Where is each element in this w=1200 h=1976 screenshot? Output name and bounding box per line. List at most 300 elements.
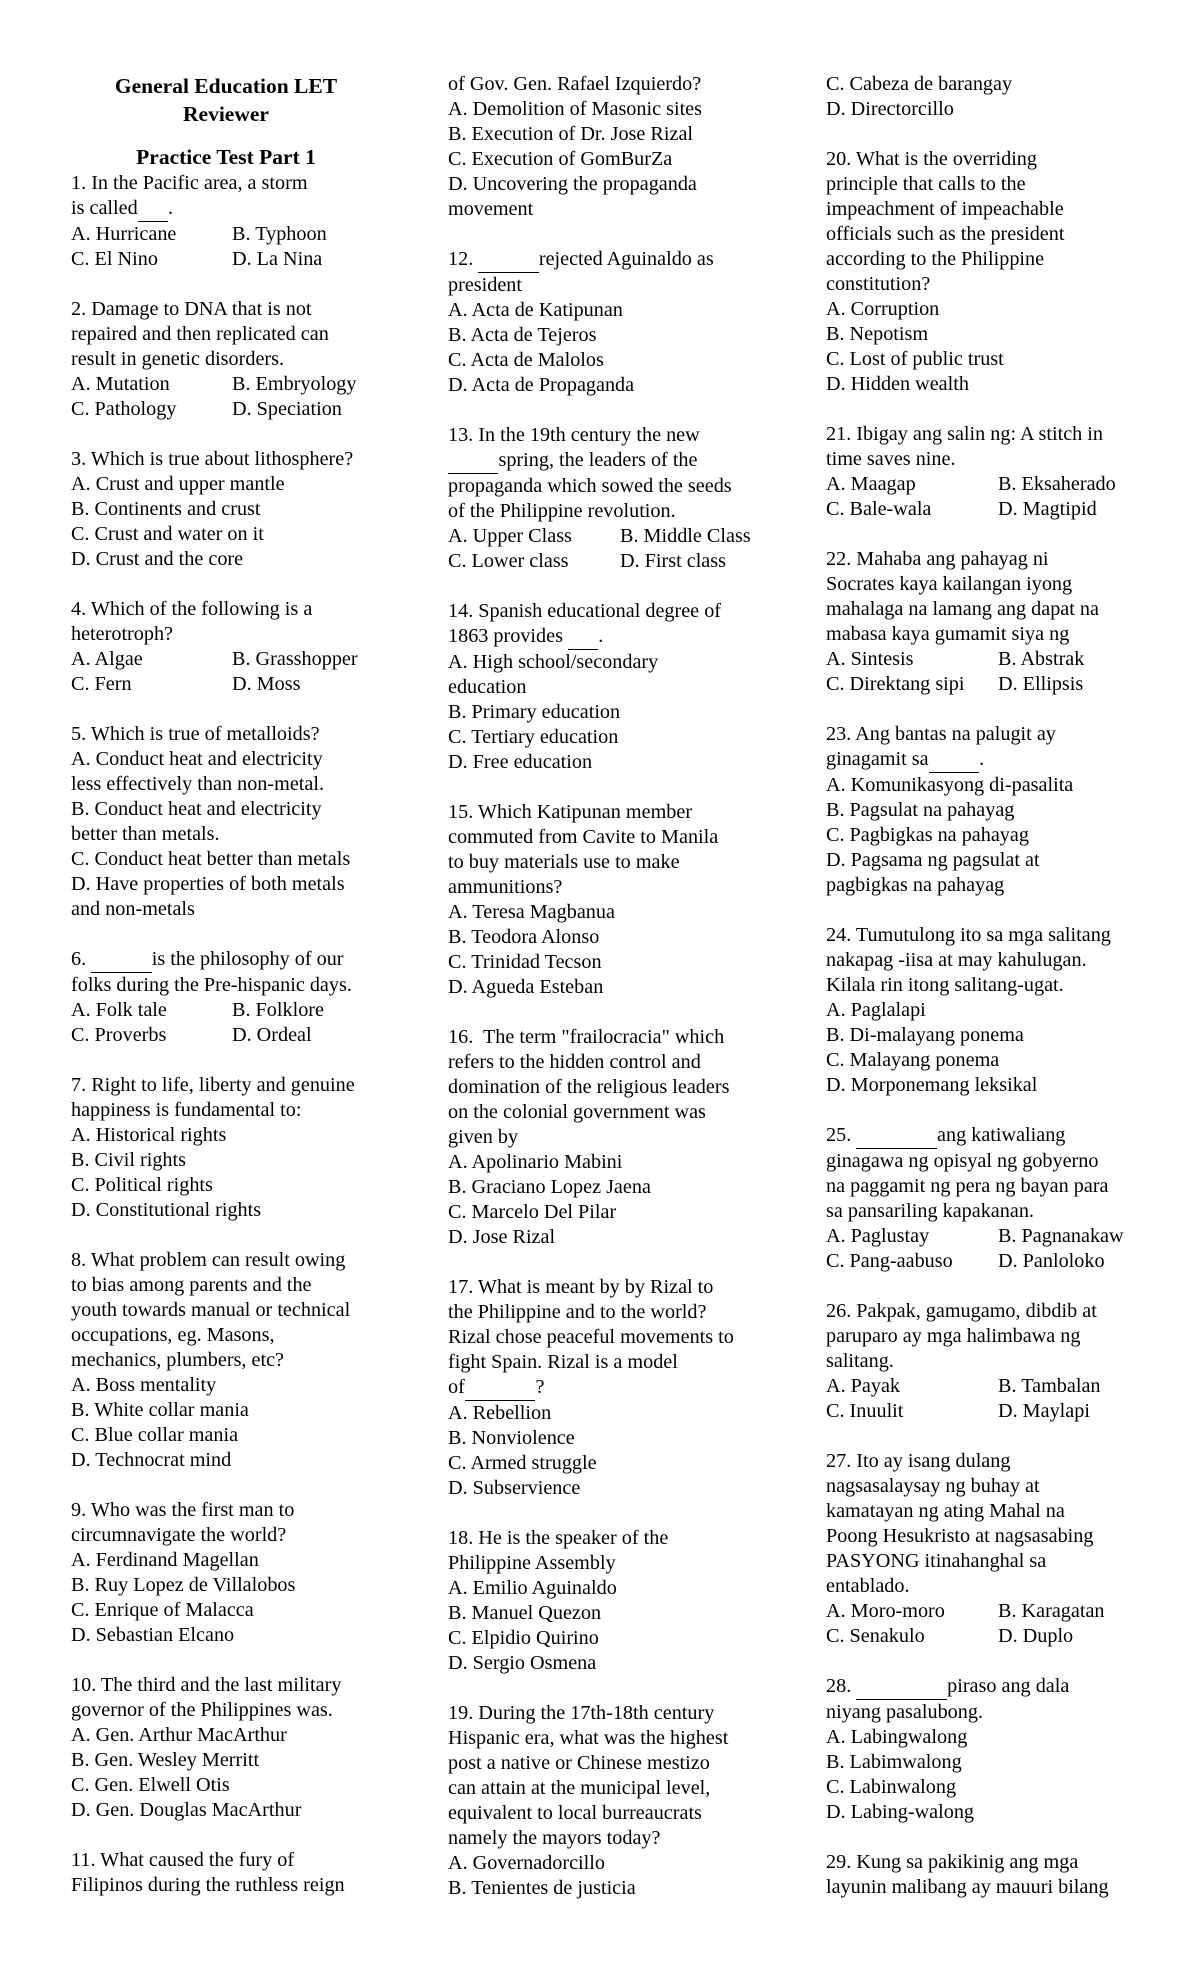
- option: B. Typhoon: [232, 223, 327, 245]
- question-line: [826, 1199, 1156, 1224]
- text-run: ginagawa ng opisyal ng gobyerno: [826, 1150, 1099, 1172]
- text-run: Hispanic era, what was the highest: [448, 1727, 729, 1749]
- question-gap: [826, 1098, 1156, 1123]
- question-block: [448, 1275, 778, 1501]
- column-1-body: [71, 171, 381, 1898]
- question-line: [71, 747, 381, 772]
- text-run: 8. What problem can result owing: [71, 1249, 346, 1271]
- question-line: [448, 1526, 778, 1551]
- option-row: [71, 998, 381, 1023]
- text-run: C. Trinidad Tecson: [448, 951, 602, 973]
- text-run: Philippine Assembly: [448, 1552, 616, 1574]
- question-block: [826, 547, 1156, 697]
- question-line: [71, 1723, 381, 1748]
- question-line: [71, 1798, 381, 1823]
- question-block: [826, 147, 1156, 397]
- question-line: [448, 1626, 778, 1651]
- question-block: [826, 1674, 1156, 1825]
- text-run: 7. Right to life, liberty and genuine: [71, 1074, 355, 1096]
- text-run: time saves nine.: [826, 448, 956, 470]
- option: B. Folklore: [232, 999, 324, 1021]
- text-run: C. Malayang ponema: [826, 1049, 1000, 1071]
- text-run: 6.: [71, 948, 92, 970]
- text-run: constitution?: [826, 273, 931, 295]
- text-run: C. Elpidio Quirino: [448, 1627, 599, 1649]
- option: A. Moro-moro: [826, 1600, 945, 1622]
- text-run: 18. He is the speaker of the: [448, 1527, 669, 1549]
- answer-blank: [856, 1674, 947, 1700]
- question-gap: [71, 572, 381, 597]
- question-line: [826, 447, 1156, 472]
- text-run: president: [448, 274, 522, 296]
- text-run: B. Ruy Lopez de Villalobos: [71, 1574, 296, 1596]
- question-line: [71, 1098, 381, 1123]
- option: B. Karagatan: [998, 1600, 1105, 1622]
- text-run: A. Boss mentality: [71, 1374, 217, 1396]
- question-line: [448, 850, 778, 875]
- text-run: PASYONG itinahanghal sa: [826, 1550, 1047, 1572]
- text-run: ang katiwaliang: [937, 1124, 1066, 1146]
- question-block: [448, 1701, 778, 1901]
- question-line: [448, 700, 778, 725]
- question-block: [448, 599, 778, 775]
- text-run: Socrates kaya kailangan iyong: [826, 573, 1073, 595]
- question-line: [826, 1149, 1156, 1174]
- text-run: kamatayan ng ating Mahal na: [826, 1500, 1065, 1522]
- question-line: [448, 97, 778, 122]
- question-line: [448, 599, 778, 624]
- question-line: [826, 322, 1156, 347]
- answer-blank: [568, 624, 598, 650]
- text-run: .: [598, 625, 604, 647]
- question-line: [71, 1848, 381, 1873]
- text-run: given by: [448, 1126, 519, 1148]
- option-row: [448, 549, 778, 574]
- question-line: [71, 897, 381, 922]
- option: D. First class: [620, 550, 726, 572]
- option-row: [71, 372, 381, 397]
- option-row: [71, 672, 381, 697]
- text-run: A. Teresa Magbanua: [448, 901, 615, 923]
- text-run: 14. Spanish educational degree of: [448, 600, 722, 622]
- text-run: 2. Damage to DNA that is not: [71, 298, 312, 320]
- question-line: [71, 297, 381, 322]
- question-line: [448, 875, 778, 900]
- text-run: mechanics, plumbers, etc?: [71, 1349, 285, 1371]
- option: D. Ellipsis: [998, 673, 1084, 695]
- question-gap: [826, 1274, 1156, 1299]
- option: A. Folk tale: [71, 999, 167, 1021]
- question-line: [448, 800, 778, 825]
- option: B. Pagnanakaw: [998, 1225, 1124, 1247]
- text-run: C. Marcelo Del Pilar: [448, 1201, 617, 1223]
- option: D. La Nina: [232, 248, 323, 270]
- text-run: 15. Which Katipunan member: [448, 801, 693, 823]
- question-block: [448, 247, 778, 398]
- text-run: B. Graciano Lopez Jaena: [448, 1176, 651, 1198]
- text-run: of the Philippine revolution.: [448, 500, 676, 522]
- question-line: [826, 1449, 1156, 1474]
- text-run: na paggamit ng pera ng bayan para: [826, 1175, 1109, 1197]
- text-run: commuted from Cavite to Manila: [448, 826, 719, 848]
- option: C. Pang-aabuso: [826, 1250, 953, 1272]
- question-line: [448, 1350, 778, 1375]
- question-line: [448, 1776, 778, 1801]
- option: D. Speciation: [232, 398, 342, 420]
- question-line: [71, 472, 381, 497]
- question-line: [71, 1498, 381, 1523]
- answer-blank: [929, 747, 979, 773]
- question-line: [71, 1173, 381, 1198]
- question-line: [826, 422, 1156, 447]
- question-block: [71, 171, 381, 272]
- question-line: [826, 547, 1156, 572]
- question-line: [448, 1325, 778, 1350]
- question-line: [826, 1349, 1156, 1374]
- option-row: [826, 472, 1156, 497]
- question-line: [826, 172, 1156, 197]
- option: C. Senakulo: [826, 1625, 925, 1647]
- text-run: mahalaga na lamang ang dapat na: [826, 598, 1099, 620]
- question-block: [71, 1073, 381, 1223]
- text-run: 20. What is the overriding: [826, 148, 1037, 170]
- text-run: to buy materials use to make: [448, 851, 680, 873]
- text-run: B. Gen. Wesley Merritt: [71, 1749, 260, 1771]
- text-run: is called: [71, 197, 138, 219]
- title-line-1: General Education LET: [114, 74, 338, 98]
- text-run: spring, the leaders of the: [498, 449, 698, 471]
- text-run: nagsasalaysay ng buhay at: [826, 1475, 1040, 1497]
- question-block: [71, 947, 381, 1048]
- text-run: C. Cabeza de barangay: [826, 73, 1013, 95]
- question-line: [448, 423, 778, 448]
- question-gap: [71, 422, 381, 447]
- option: A. Mutation: [71, 373, 170, 395]
- text-run: Rizal chose peaceful movements to: [448, 1326, 734, 1348]
- option-row: [826, 1624, 1156, 1649]
- option: D. Magtipid: [998, 498, 1097, 520]
- question-line: [71, 1248, 381, 1273]
- question-line: [448, 1050, 778, 1075]
- question-gap: [71, 272, 381, 297]
- answer-blank: [448, 448, 498, 474]
- text-run: youth towards manual or technical: [71, 1299, 351, 1321]
- column-2-body: [448, 72, 778, 1901]
- column-2: [448, 72, 778, 1901]
- text-run: and non-metals: [71, 898, 195, 920]
- question-line: [71, 497, 381, 522]
- text-run: impeachment of impeachable: [826, 198, 1064, 220]
- question-line: [71, 597, 381, 622]
- question-line: [448, 950, 778, 975]
- question-line: [826, 197, 1156, 222]
- question-line: [826, 823, 1156, 848]
- question-line: [448, 197, 778, 222]
- text-run: B. Primary education: [448, 701, 621, 723]
- question-line: [448, 1826, 778, 1851]
- question-gap: [71, 1823, 381, 1848]
- text-run: 27. Ito ay isang dulang: [826, 1450, 1011, 1472]
- question-line: [448, 122, 778, 147]
- question-block: [71, 447, 381, 572]
- option: D. Maylapi: [998, 1400, 1090, 1422]
- question-line: [448, 448, 778, 474]
- question-block: [71, 597, 381, 697]
- answer-blank: [465, 1375, 536, 1401]
- text-run: circumnavigate the world?: [71, 1524, 287, 1546]
- text-run: .: [979, 748, 985, 770]
- text-run: B. Civil rights: [71, 1149, 186, 1171]
- option: C. El Nino: [71, 248, 158, 270]
- question-gap: [826, 697, 1156, 722]
- question-line: [448, 247, 778, 273]
- text-run: propaganda which sowed the seeds: [448, 475, 732, 497]
- text-run: B. Teodora Alonso: [448, 926, 600, 948]
- question-line: [71, 1148, 381, 1173]
- text-run: piraso ang dala: [947, 1675, 1070, 1697]
- text-run: B. Nonviolence: [448, 1427, 575, 1449]
- question-line: [71, 1398, 381, 1423]
- text-run: D. Free education: [448, 751, 593, 773]
- option-row: [826, 1599, 1156, 1624]
- question-line: [448, 1275, 778, 1300]
- option: A. Hurricane: [71, 223, 177, 245]
- text-run: namely the mayors today?: [448, 1827, 661, 1849]
- text-run: can attain at the municipal level,: [448, 1777, 711, 1799]
- question-line: [71, 1598, 381, 1623]
- question-line: [448, 1225, 778, 1250]
- question-line: [71, 1523, 381, 1548]
- question-line: [448, 725, 778, 750]
- option-row: [71, 647, 381, 672]
- text-run: C. Blue collar mania: [71, 1424, 239, 1446]
- text-run: D. Technocrat mind: [71, 1449, 232, 1471]
- text-run: officials such as the president: [826, 223, 1065, 245]
- question-line: [71, 797, 381, 822]
- text-run: D. Morponemang leksikal: [826, 1074, 1038, 1096]
- question-gap: [71, 1048, 381, 1073]
- question-gap: [448, 222, 778, 247]
- text-run: B. Nepotism: [826, 323, 929, 345]
- question-line: [826, 247, 1156, 272]
- question-gap: [448, 775, 778, 800]
- text-run: A. Corruption: [826, 298, 940, 320]
- text-run: layunin malibang ay mauuri bilang: [826, 1876, 1109, 1898]
- answer-blank: [856, 1123, 937, 1149]
- text-run: C. Enrique of Malacca: [71, 1599, 254, 1621]
- text-run: repaired and then replicated can: [71, 323, 329, 345]
- text-run: B. Tenientes de justicia: [448, 1877, 636, 1899]
- text-run: 1863 provides: [448, 625, 568, 647]
- option: C. Fern: [71, 673, 132, 695]
- text-run: result in genetic disorders.: [71, 348, 285, 370]
- question-line: [448, 298, 778, 323]
- text-run: refers to the hidden control and: [448, 1051, 701, 1073]
- text-run: according to the Philippine: [826, 248, 1045, 270]
- question-line: [71, 1373, 381, 1398]
- text-run: of Gov. Gen. Rafael Izquierdo?: [448, 73, 702, 95]
- question-line: [448, 273, 778, 298]
- question-line: [826, 747, 1156, 773]
- question-line: [448, 1100, 778, 1125]
- text-run: C. Lost of public trust: [826, 348, 1004, 370]
- text-run: 4. Which of the following is a: [71, 598, 313, 620]
- text-run: 23. Ang bantas na palugit ay: [826, 723, 1056, 745]
- question-line: [826, 1299, 1156, 1324]
- option: A. Maagap: [826, 473, 916, 495]
- text-run: B. Conduct heat and electricity: [71, 798, 322, 820]
- text-run: Kilala rin itong salitang-ugat.: [826, 974, 1064, 996]
- text-run: domination of the religious leaders: [448, 1076, 730, 1098]
- question-line: [71, 722, 381, 747]
- question-line: [448, 675, 778, 700]
- text-run: 17. What is meant by by Rizal to: [448, 1276, 714, 1298]
- text-run: D. Hidden wealth: [826, 373, 969, 395]
- text-run: Poong Hesukristo at nagsasabing: [826, 1525, 1094, 1547]
- question-line: [71, 1698, 381, 1723]
- text-run: A. Ferdinand Magellan: [71, 1549, 259, 1571]
- text-run: A. Acta de Katipunan: [448, 299, 623, 321]
- question-line: [448, 1025, 778, 1050]
- option: A. Payak: [826, 1375, 901, 1397]
- question-line: [826, 1850, 1156, 1875]
- text-run: paruparo ay mga halimbawa ng: [826, 1325, 1081, 1347]
- text-run: A. Gen. Arthur MacArthur: [71, 1724, 287, 1746]
- question-gap: [448, 1501, 778, 1526]
- text-run: 25.: [826, 1124, 857, 1146]
- text-run: C. Tertiary education: [448, 726, 619, 748]
- answer-blank: [478, 247, 539, 273]
- text-run: C. Labinwalong: [826, 1776, 957, 1798]
- question-line: [826, 1174, 1156, 1199]
- question-line: [71, 772, 381, 797]
- question-block: [826, 1299, 1156, 1424]
- text-run: 10. The third and the last military: [71, 1674, 342, 1696]
- option: B. Abstrak: [998, 648, 1085, 670]
- question-line: [448, 1375, 778, 1401]
- text-run: C. Acta de Malolos: [448, 349, 604, 371]
- option: D. Moss: [232, 673, 301, 695]
- question-gap: [71, 922, 381, 947]
- question-line: [71, 872, 381, 897]
- answer-blank: [138, 196, 168, 222]
- question-gap: [448, 1000, 778, 1025]
- text-run: to bias among parents and the: [71, 1274, 312, 1296]
- question-line: [448, 474, 778, 499]
- text-run: salitang.: [826, 1350, 894, 1372]
- question-line: [826, 1775, 1156, 1800]
- text-run: C. Political rights: [71, 1174, 213, 1196]
- text-run: B. Manuel Quezon: [448, 1602, 602, 1624]
- question-line: [71, 447, 381, 472]
- column-3-body: [826, 72, 1156, 1900]
- question-line: [71, 973, 381, 998]
- text-run: 19. During the 17th-18th century: [448, 1702, 715, 1724]
- question-line: [826, 1750, 1156, 1775]
- option: A. Sintesis: [826, 648, 914, 670]
- option-row: [826, 1224, 1156, 1249]
- option: A. Paglustay: [826, 1225, 930, 1247]
- question-line: [826, 773, 1156, 798]
- question-line: [826, 347, 1156, 372]
- question-line: [826, 1324, 1156, 1349]
- question-block: [826, 422, 1156, 522]
- question-line: [71, 847, 381, 872]
- text-run: sa pansariling kapakanan.: [826, 1200, 1034, 1222]
- option: A. Algae: [71, 648, 143, 670]
- text-run: 1. In the Pacific area, a storm: [71, 172, 308, 194]
- question-line: [71, 1448, 381, 1473]
- question-gap: [826, 397, 1156, 422]
- question-line: [826, 798, 1156, 823]
- question-line: [448, 624, 778, 650]
- question-line: [448, 650, 778, 675]
- option-row: [71, 247, 381, 272]
- question-gap: [71, 1223, 381, 1248]
- text-run: heterotroph?: [71, 623, 174, 645]
- text-run: C. Gen. Elwell Otis: [71, 1774, 230, 1796]
- question-line: [826, 1073, 1156, 1098]
- text-run: post a native or Chinese mestizo: [448, 1752, 710, 1774]
- text-run: happiness is fundamental to:: [71, 1099, 302, 1121]
- question-line: [448, 1601, 778, 1626]
- question-line: [826, 222, 1156, 247]
- question-gap: [826, 1424, 1156, 1449]
- question-line: [71, 347, 381, 372]
- text-run: D. Gen. Douglas MacArthur: [71, 1799, 302, 1821]
- question-block: [71, 722, 381, 922]
- question-line: [448, 975, 778, 1000]
- question-block: [826, 1850, 1156, 1900]
- text-run: A. High school/secondary: [448, 651, 659, 673]
- question-line: [826, 1048, 1156, 1073]
- question-line: [448, 1801, 778, 1826]
- text-run: the Philippine and to the world?: [448, 1301, 707, 1323]
- text-run: A. Labingwalong: [826, 1726, 968, 1748]
- title-line-2: Reviewer: [183, 102, 269, 126]
- text-run: .: [168, 197, 174, 219]
- option: A. Upper Class: [448, 525, 572, 547]
- question-gap: [448, 574, 778, 599]
- question-block: [448, 800, 778, 1000]
- question-block: [448, 423, 778, 574]
- text-run: D. Constitutional rights: [71, 1199, 262, 1221]
- text-run: nakapag -iisa at may kahulugan.: [826, 949, 1087, 971]
- text-run: C. Armed struggle: [448, 1452, 597, 1474]
- text-run: ammunitions?: [448, 876, 563, 898]
- question-gap: [448, 1676, 778, 1701]
- text-run: D. Sergio Osmena: [448, 1652, 597, 1674]
- question-line: [71, 1423, 381, 1448]
- question-block: [826, 923, 1156, 1098]
- question-line: [448, 147, 778, 172]
- text-run: ginagamit sa: [826, 748, 929, 770]
- question-line: [448, 323, 778, 348]
- question-line: [826, 297, 1156, 322]
- option: C. Direktang sipi: [826, 673, 965, 695]
- option-row: [826, 1374, 1156, 1399]
- text-run: fight Spain. Rizal is a model: [448, 1351, 678, 1373]
- text-run: entablado.: [826, 1575, 910, 1597]
- question-block: [826, 722, 1156, 898]
- subtitle: Practice Test Part 1: [136, 145, 316, 169]
- question-gap: [71, 697, 381, 722]
- question-line: [448, 1751, 778, 1776]
- question-line: [71, 171, 381, 196]
- question-line: [71, 1348, 381, 1373]
- question-line: [826, 873, 1156, 898]
- text-run: A. Demolition of Masonic sites: [448, 98, 702, 120]
